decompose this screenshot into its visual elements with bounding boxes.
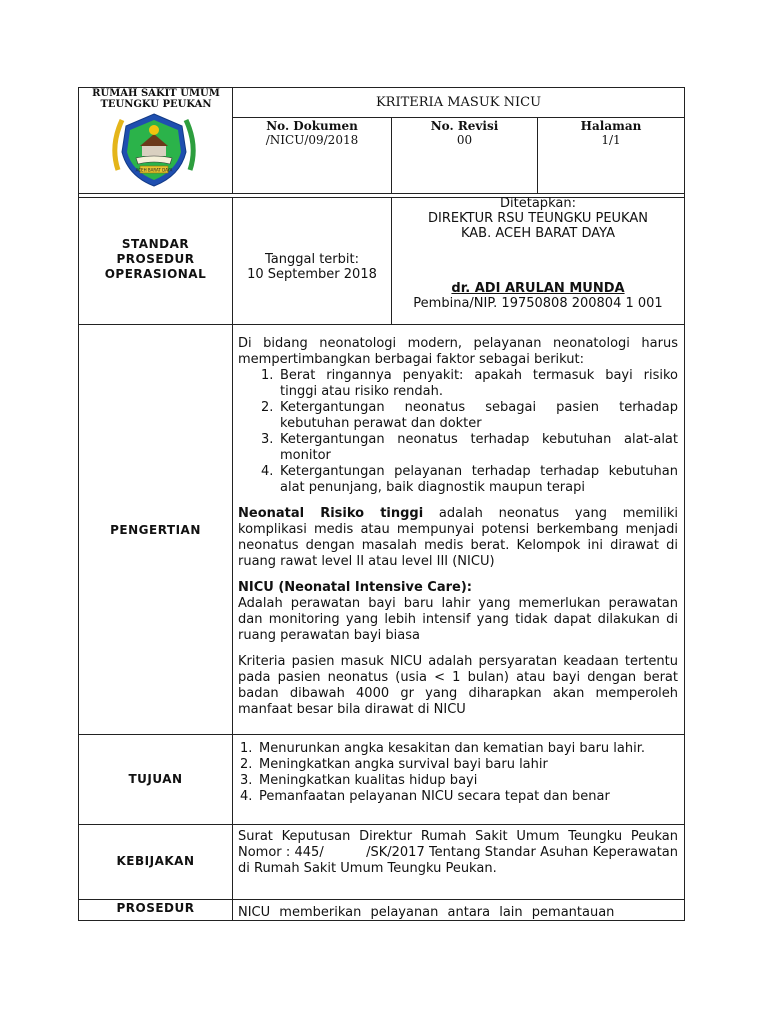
list-item-text: Ketergantungan neonatus terhadap kebutuhan alat-alat monitor <box>280 432 678 463</box>
list-item <box>261 432 678 464</box>
list-item-text: Ketergantungan pelayanan terhadap terhadap kebutuhan alat penunjang, baik diagnostik maupun terapi <box>280 464 678 495</box>
list-item <box>261 368 678 400</box>
direktur-line2: KAB. ACEH BARAT DAYA <box>460 226 615 241</box>
header-bottom <box>78 193 685 194</box>
list-item-text: Pemanfaatan pelayanan NICU secara tepat dan benar <box>259 789 610 804</box>
factor-list <box>238 368 678 496</box>
nicu-definition: Adalah perawatan bayi baru lahir yang memerlukan perawatan dan monitoring yang lebih intensif yang tidak dapat dilakukan di ruang perawatan bayi biasa <box>238 596 678 643</box>
halaman-label: Halaman <box>580 119 642 133</box>
risk-def: adalah neonatus yang memiliki komplikasi medis atau mempunyai potensi berkembang menjadi neonatus dengan masalah medis berat. Kelompok ini dirawat di ruang rawat level II atau level III (NICU) <box>238 506 678 569</box>
pengertian-content <box>238 336 678 718</box>
list-item-text: Menurunkan angka kesakitan dan kematian bayi baru lahir. <box>259 741 646 756</box>
pengertian-label: PENGERTIAN <box>110 523 201 537</box>
table-border-left <box>78 87 79 921</box>
list-item-text: Ketergantungan neonatus sebagai pasien terhadap kebutuhan perawat dan dokter <box>280 400 678 431</box>
prosedur-text: NICU memberikan pelayanan antara lain pemantauan <box>238 905 615 920</box>
list-item-text: Meningkatkan kualitas hidup bayi <box>259 773 478 788</box>
list-item-num: 1. <box>261 368 274 383</box>
dokumen-cell <box>233 119 391 147</box>
tujuan-row-bottom <box>78 824 685 825</box>
kebijakan-label: KEBIJAKAN <box>116 854 195 868</box>
list-item-text: Meningkatkan angka survival bayi baru lahir <box>259 757 548 772</box>
kebijakan-row-bottom <box>78 899 685 900</box>
ditetapkan-block <box>392 196 684 241</box>
direktur-line1: DIREKTUR RSU TEUNGKU PEUKAN <box>428 211 648 226</box>
spo-label-line2: PROSEDUR <box>116 252 195 266</box>
risk-term: Neonatal Risiko tinggi <box>238 506 424 521</box>
list-item <box>240 757 678 773</box>
list-item-num: 2. <box>261 400 274 415</box>
kriteria-text: Kriteria pasien masuk NICU adalah persyaratan keadaan tertentu pada pasien neonatus (usia < 1 bulan) atau bayi dengan berat badan dibawah 4000 gr yang diharapkan akan memperoleh manfaat besar bila dirawat di NICU <box>238 654 678 717</box>
list-item <box>240 741 678 757</box>
ditetapkan-label: Ditetapkan: <box>500 196 576 211</box>
revisi-cell <box>392 119 537 147</box>
signer-nip: Pembina/NIP. 19750808 200804 1 001 <box>413 296 663 311</box>
halaman-cell <box>538 119 684 147</box>
kebijakan-text: Surat Keputusan Direktur Rumah Sakit Umum Teungku Peukan Nomor : 445/ /SK/2017 Tentang Standar Asuhan Keperawatan di Rumah Sakit Umum Teungku Peukan. <box>238 829 683 876</box>
tanggal-terbit <box>233 252 391 282</box>
list-item-num: 4. <box>261 464 274 479</box>
list-item-num: 2. <box>240 757 253 772</box>
document-title: KRITERIA MASUK NICU <box>375 95 542 110</box>
halaman-value: 1/1 <box>601 133 621 147</box>
hospital-logo <box>108 110 200 190</box>
revisi-value: 00 <box>456 133 473 147</box>
table-border-right <box>684 87 685 921</box>
tanggal-label: Tanggal terbit: <box>265 252 359 267</box>
list-item <box>240 773 678 789</box>
risk-definition <box>238 506 678 570</box>
list-item <box>240 789 678 805</box>
list-item-num: 3. <box>261 432 274 447</box>
spo-row-bottom <box>78 324 685 325</box>
pengertian-intro: Di bidang neonatologi modern, pelayanan neonatologi harus mempertimbangkan berbagai faktor sebagai berikut: <box>238 336 678 367</box>
spo-label-line3: OPERASIONAL <box>104 267 207 281</box>
list-item-num: 1. <box>240 741 253 756</box>
label-col-divider <box>232 197 233 921</box>
list-item-text: Berat ringannya penyakit: apakah termasuk bayi risiko tinggi atau risiko rendah. <box>280 368 678 399</box>
hospital-name: RUMAH SAKIT UMUM TEUNGKU PEUKAN <box>92 88 220 110</box>
list-item <box>261 464 678 496</box>
list-item-num: 4. <box>240 789 253 804</box>
tujuan-label: TUJUAN <box>128 772 183 786</box>
list-item <box>261 400 678 432</box>
list-item-num: 3. <box>240 773 253 788</box>
title-row-bottom <box>232 117 685 118</box>
dokumen-label: No. Dokumen <box>266 119 358 133</box>
spo-label-line1: STANDAR <box>121 237 190 251</box>
prosedur-label: PROSEDUR <box>116 901 195 915</box>
signer-name: dr. ADI ARULAN MUNDA <box>451 281 625 296</box>
dokumen-value: /NICU/09/2018 <box>265 133 359 147</box>
spo-label <box>79 237 232 282</box>
revisi-label: No. Revisi <box>430 119 499 133</box>
nicu-heading: NICU (Neonatal Intensive Care): <box>238 580 472 595</box>
pengertian-row-bottom <box>78 734 685 735</box>
tanggal-value: 10 September 2018 <box>247 267 377 282</box>
tujuan-list <box>240 741 678 805</box>
logo-text: ACEH BARAT DAYA <box>135 167 173 173</box>
